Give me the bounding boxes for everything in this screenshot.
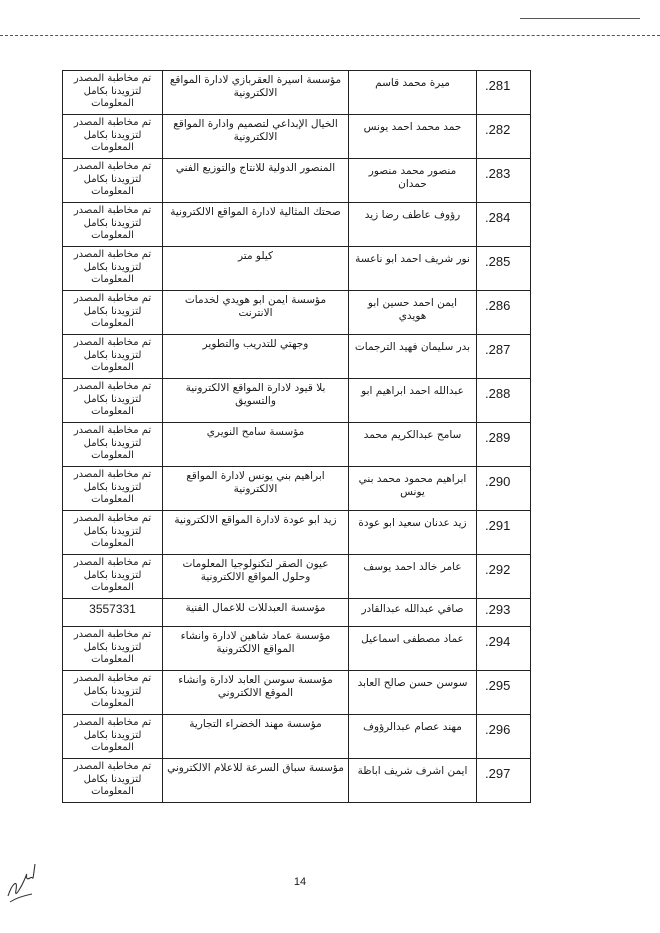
table-row bbox=[63, 159, 531, 203]
scan-line-top-right bbox=[520, 18, 640, 19]
person-name: ايمن اشرف شريف اباظة bbox=[349, 759, 477, 803]
person-name: ميرة محمد قاسم bbox=[349, 71, 477, 115]
table-row bbox=[63, 511, 531, 555]
status-note: تم مخاطبة المصدر لتزويدنا بكامل المعلومات bbox=[63, 467, 163, 511]
status-note: تم مخاطبة المصدر لتزويدنا بكامل المعلومات bbox=[63, 115, 163, 159]
organization-name: مؤسسة مهند الخضراء التجارية bbox=[163, 715, 349, 759]
person-name: عامر خالد احمد يوسف bbox=[349, 555, 477, 599]
status-note: تم مخاطبة المصدر لتزويدنا بكامل المعلومات bbox=[63, 247, 163, 291]
row-number: .294 bbox=[477, 627, 531, 671]
records-table-body bbox=[63, 71, 531, 803]
table-row bbox=[63, 467, 531, 511]
status-note: تم مخاطبة المصدر لتزويدنا بكامل المعلومات bbox=[63, 203, 163, 247]
row-number: .285 bbox=[477, 247, 531, 291]
person-name: زيد عدنان سعيد ابو عودة bbox=[349, 511, 477, 555]
table-row bbox=[63, 759, 531, 803]
person-name: سامح عبدالكريم محمد bbox=[349, 423, 477, 467]
table-row bbox=[63, 671, 531, 715]
row-number: .293 bbox=[477, 599, 531, 627]
row-number: .289 bbox=[477, 423, 531, 467]
status-note: تم مخاطبة المصدر لتزويدنا بكامل المعلومات bbox=[63, 379, 163, 423]
table-row bbox=[63, 715, 531, 759]
status-note: تم مخاطبة المصدر لتزويدنا بكامل المعلومات bbox=[63, 671, 163, 715]
organization-name: بلا قيود لادارة المواقع الالكترونية والتسويق bbox=[163, 379, 349, 423]
table-row bbox=[63, 627, 531, 671]
row-number: .297 bbox=[477, 759, 531, 803]
organization-name: مؤسسة اسيرة العقربازي لادارة المواقع الالكترونية bbox=[163, 71, 349, 115]
organization-name: كيلو متر bbox=[163, 247, 349, 291]
person-name: نور شريف احمد ابو ناعسة bbox=[349, 247, 477, 291]
table-row bbox=[63, 71, 531, 115]
status-note: تم مخاطبة المصدر لتزويدنا بكامل المعلومات bbox=[63, 423, 163, 467]
status-note: تم مخاطبة المصدر لتزويدنا بكامل المعلومات bbox=[63, 627, 163, 671]
table-row bbox=[63, 335, 531, 379]
records-table bbox=[62, 70, 531, 803]
row-number: .295 bbox=[477, 671, 531, 715]
person-name: بدر سليمان فهيد الترجمات bbox=[349, 335, 477, 379]
page-number: 14 bbox=[293, 876, 307, 888]
table-row bbox=[63, 203, 531, 247]
person-name: سوسن حسن صالح العابد bbox=[349, 671, 477, 715]
status-note: تم مخاطبة المصدر لتزويدنا بكامل المعلومات bbox=[63, 555, 163, 599]
person-name: ايمن احمد حسين ابو هويدي bbox=[349, 291, 477, 335]
organization-name: عيون الصقر لتكنولوجيا المعلومات وحلول المواقع الالكترونية bbox=[163, 555, 349, 599]
row-number: .287 bbox=[477, 335, 531, 379]
status-note: تم مخاطبة المصدر لتزويدنا بكامل المعلومات bbox=[63, 159, 163, 203]
organization-name: وجهتي للتدريب والتطوير bbox=[163, 335, 349, 379]
organization-name: الخيال الإبداعي لتصميم وادارة المواقع الالكترونية bbox=[163, 115, 349, 159]
table-row bbox=[63, 599, 531, 627]
table-row bbox=[63, 115, 531, 159]
table-row bbox=[63, 379, 531, 423]
row-number: .284 bbox=[477, 203, 531, 247]
organization-name: المنصور الدولية للانتاج والتوزيع الفني bbox=[163, 159, 349, 203]
status-note: تم مخاطبة المصدر لتزويدنا بكامل المعلومات bbox=[63, 715, 163, 759]
table-row bbox=[63, 247, 531, 291]
person-name: عبدالله احمد ابراهيم ابو bbox=[349, 379, 477, 423]
row-number: .290 bbox=[477, 467, 531, 511]
row-number: .283 bbox=[477, 159, 531, 203]
organization-name: مؤسسة سامح النويري bbox=[163, 423, 349, 467]
row-number: .296 bbox=[477, 715, 531, 759]
person-name: حمد محمد احمد يونس bbox=[349, 115, 477, 159]
records-table-wrapper bbox=[62, 70, 530, 803]
row-number: .281 bbox=[477, 71, 531, 115]
organization-name: زيد ابو عودة لادارة المواقع الالكترونية bbox=[163, 511, 349, 555]
person-name: ابراهيم محمود محمد بني يونس bbox=[349, 467, 477, 511]
organization-name: مؤسسة سوسن العابد لادارة وانشاء الموقع الالكتروني bbox=[163, 671, 349, 715]
scan-line-top bbox=[0, 35, 660, 36]
person-name: منصور محمد منصور حمدان bbox=[349, 159, 477, 203]
person-name: رؤوف عاطف رضا زيد bbox=[349, 203, 477, 247]
status-note: تم مخاطبة المصدر لتزويدنا بكامل المعلومات bbox=[63, 291, 163, 335]
row-number: .292 bbox=[477, 555, 531, 599]
organization-name: مؤسسة ايمن ابو هويدي لخدمات الانترنت bbox=[163, 291, 349, 335]
handwritten-signature-icon bbox=[4, 856, 38, 906]
organization-name: مؤسسة عماد شاهين لادارة وانشاء المواقع الالكترونية bbox=[163, 627, 349, 671]
person-name: صافي عبدالله عبدالقادر bbox=[349, 599, 477, 627]
organization-name: مؤسسة العبدللات للاعمال الفنية bbox=[163, 599, 349, 627]
row-number: .288 bbox=[477, 379, 531, 423]
status-note: تم مخاطبة المصدر لتزويدنا بكامل المعلومات bbox=[63, 511, 163, 555]
table-row bbox=[63, 423, 531, 467]
row-number: .282 bbox=[477, 115, 531, 159]
status-note: تم مخاطبة المصدر لتزويدنا بكامل المعلومات bbox=[63, 759, 163, 803]
table-row bbox=[63, 291, 531, 335]
row-number: .291 bbox=[477, 511, 531, 555]
person-name: عماد مصطفى اسماعيل bbox=[349, 627, 477, 671]
table-row bbox=[63, 555, 531, 599]
organization-name: صحتك المثالية لادارة المواقع الالكترونية bbox=[163, 203, 349, 247]
organization-name: مؤسسة سباق السرعة للاعلام الالكتروني bbox=[163, 759, 349, 803]
row-number: .286 bbox=[477, 291, 531, 335]
status-note: 3557331 bbox=[63, 599, 163, 627]
organization-name: ابراهيم بني يونس لادارة المواقع الالكترونية bbox=[163, 467, 349, 511]
status-note: تم مخاطبة المصدر لتزويدنا بكامل المعلومات bbox=[63, 71, 163, 115]
status-note: تم مخاطبة المصدر لتزويدنا بكامل المعلومات bbox=[63, 335, 163, 379]
person-name: مهند عصام عبدالرؤوف bbox=[349, 715, 477, 759]
